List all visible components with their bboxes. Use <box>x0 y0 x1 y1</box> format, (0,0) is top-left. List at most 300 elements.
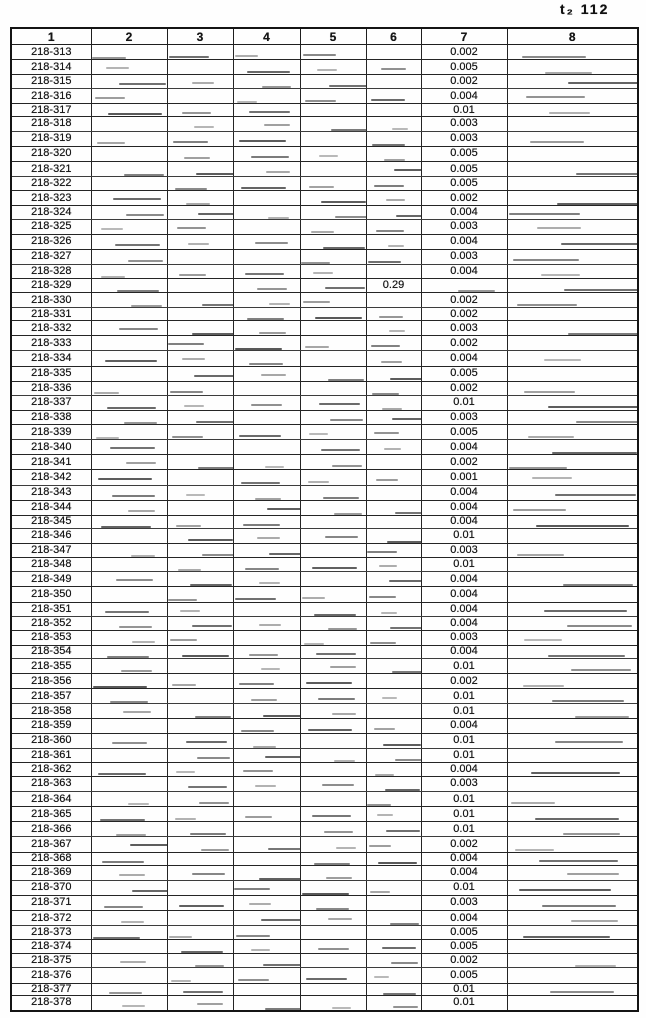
col7-cell: 0.004 <box>421 89 507 104</box>
col6-cell <box>366 880 421 895</box>
col2-cell <box>91 837 167 852</box>
scan-artifact-line <box>519 889 611 891</box>
scan-artifact-line <box>126 462 156 464</box>
scan-artifact-line <box>314 863 350 865</box>
col4-cell <box>233 440 300 455</box>
table-row <box>11 837 638 852</box>
scan-artifact-line <box>112 742 147 744</box>
scan-artifact-line <box>370 891 390 893</box>
scan-artifact-line <box>511 802 555 804</box>
col8-cell <box>507 366 638 381</box>
scan-artifact-line <box>328 628 357 630</box>
scan-artifact-line <box>322 784 354 786</box>
table-row <box>11 131 638 146</box>
scan-artifact-line <box>251 156 289 158</box>
col2-cell <box>91 895 167 910</box>
table-row <box>11 395 638 410</box>
col8-cell <box>507 762 638 776</box>
col5-cell <box>300 264 366 278</box>
scan-artifact-line <box>384 159 405 161</box>
scan-artifact-line <box>576 173 638 175</box>
col7-cell: 0.01 <box>421 689 507 704</box>
col8-cell <box>507 865 638 880</box>
col7-cell: 0.004 <box>421 645 507 658</box>
col4-cell <box>233 515 300 528</box>
scan-artifact-line <box>306 978 348 980</box>
col7-cell: 0.005 <box>421 146 507 161</box>
col6-cell <box>366 689 421 704</box>
table-row <box>11 336 638 351</box>
table-body <box>11 45 638 1012</box>
col7-cell: 0.004 <box>421 719 507 733</box>
col6-cell <box>366 602 421 616</box>
scan-artifact-line <box>524 391 575 393</box>
table-row <box>11 146 638 161</box>
table-row <box>11 177 638 191</box>
scan-artifact-line <box>268 848 300 850</box>
col5-cell <box>300 308 366 321</box>
table-row <box>11 308 638 321</box>
scan-artifact-line <box>312 815 350 817</box>
col2-cell <box>91 880 167 895</box>
scan-artifact-line <box>269 553 300 555</box>
scan-artifact-line <box>328 379 363 381</box>
scan-artifact-line <box>116 579 153 581</box>
col2-cell <box>91 89 167 104</box>
col2-cell <box>91 500 167 515</box>
col2-cell <box>91 954 167 968</box>
table-row <box>11 733 638 748</box>
col6-cell <box>366 191 421 206</box>
table-row <box>11 926 638 940</box>
table-row <box>11 658 638 673</box>
table-row <box>11 865 638 880</box>
col7-cell: 0.002 <box>421 674 507 689</box>
col5-cell <box>300 822 366 837</box>
scan-artifact-line <box>383 993 415 995</box>
table-row <box>11 880 638 895</box>
col8-cell <box>507 895 638 910</box>
col4-cell <box>233 983 300 995</box>
col5-cell <box>300 926 366 940</box>
scan-artifact-line <box>107 407 156 409</box>
col2-cell <box>91 776 167 791</box>
scan-artifact-line <box>182 112 211 114</box>
col6-cell <box>366 75 421 89</box>
scan-artifact-line <box>563 584 633 586</box>
col8-cell <box>507 234 638 249</box>
col3-cell <box>167 366 233 381</box>
scan-artifact-line <box>198 467 233 469</box>
row-id-cell: 218-323 <box>11 191 91 206</box>
col8-cell <box>507 910 638 925</box>
col4-cell <box>233 807 300 822</box>
col5-cell <box>300 440 366 455</box>
col5-cell <box>300 395 366 410</box>
scan-artifact-line <box>113 198 161 200</box>
scan-artifact-line <box>326 877 353 879</box>
col5-cell <box>300 485 366 500</box>
col4-cell <box>233 572 300 587</box>
scan-artifact-line <box>378 862 417 864</box>
col2-cell <box>91 558 167 572</box>
scan-artifact-line <box>249 654 278 656</box>
col3-cell <box>167 131 233 146</box>
scan-artifact-line <box>179 274 206 276</box>
col7-cell: 0.004 <box>421 264 507 278</box>
col4-cell <box>233 968 300 983</box>
col7-cell: 0.002 <box>421 45 507 60</box>
scan-artifact-line <box>316 653 356 655</box>
col3-cell <box>167 278 233 292</box>
table-row <box>11 470 638 485</box>
col6-cell <box>366 500 421 515</box>
scan-artifact-line <box>265 756 300 758</box>
row-id-cell: 218-359 <box>11 719 91 733</box>
col8-cell <box>507 616 638 630</box>
scan-artifact-line <box>188 243 209 245</box>
scan-artifact-line <box>368 261 401 263</box>
scan-artifact-line <box>192 873 226 875</box>
col3-cell <box>167 572 233 587</box>
scan-artifact-line <box>334 513 361 515</box>
scan-artifact-line <box>396 215 421 217</box>
col6-cell <box>366 104 421 116</box>
col4-cell <box>233 470 300 485</box>
col3-cell <box>167 983 233 995</box>
column-header-6: 6 <box>366 28 421 45</box>
col3-cell <box>167 410 233 424</box>
col8-cell <box>507 381 638 395</box>
scan-artifact-line <box>301 262 330 264</box>
scan-artifact-line <box>169 56 209 58</box>
col8-cell <box>507 645 638 658</box>
col3-cell <box>167 60 233 75</box>
scan-artifact-line <box>371 99 406 101</box>
table-row <box>11 954 638 968</box>
scan-artifact-line <box>321 449 360 451</box>
scan-artifact-line <box>196 173 233 175</box>
col5-cell <box>300 528 366 543</box>
col5-cell <box>300 954 366 968</box>
col5-cell <box>300 89 366 104</box>
col6-cell <box>366 572 421 587</box>
scan-artifact-line <box>305 346 329 348</box>
col3-cell <box>167 645 233 658</box>
col8-cell <box>507 410 638 424</box>
col2-cell <box>91 440 167 455</box>
scan-artifact-line <box>255 498 281 500</box>
scan-artifact-line <box>120 961 146 963</box>
scan-artifact-line <box>178 569 201 571</box>
table-row <box>11 616 638 630</box>
scan-artifact-line <box>318 698 355 700</box>
col5-cell <box>300 470 366 485</box>
table-row <box>11 500 638 515</box>
col5-cell <box>300 572 366 587</box>
col5-cell <box>300 220 366 234</box>
col4-cell <box>233 822 300 837</box>
row-id-cell: 218-337 <box>11 395 91 410</box>
col5-cell <box>300 104 366 116</box>
col2-cell <box>91 968 167 983</box>
col2-cell <box>91 748 167 762</box>
scan-artifact-line <box>173 141 208 143</box>
col2-cell <box>91 264 167 278</box>
table-row <box>11 748 638 762</box>
col5-cell <box>300 910 366 925</box>
row-id-cell: 218-321 <box>11 161 91 176</box>
col8-cell <box>507 719 638 733</box>
col4-cell <box>233 146 300 161</box>
col5-cell <box>300 689 366 704</box>
table-row <box>11 995 638 1011</box>
scan-artifact-line <box>330 419 363 421</box>
col2-cell <box>91 410 167 424</box>
col5-cell <box>300 249 366 264</box>
scan-artifact-line <box>522 56 587 58</box>
col7-cell: 0.01 <box>421 733 507 748</box>
scan-artifact-line <box>202 554 233 556</box>
scan-artifact-line <box>330 666 356 668</box>
col6-cell <box>366 895 421 910</box>
col4-cell <box>233 954 300 968</box>
row-id-cell: 218-367 <box>11 837 91 852</box>
col2-cell <box>91 381 167 395</box>
scan-artifact-line <box>245 273 284 275</box>
scan-artifact-line <box>395 512 421 514</box>
table-row <box>11 645 638 658</box>
scan-artifact-line <box>128 510 155 512</box>
scan-artifact-line <box>517 554 565 556</box>
table-row <box>11 792 638 807</box>
col5-cell <box>300 336 366 351</box>
scan-artifact-line <box>132 641 155 643</box>
col7-cell: 0.01 <box>421 748 507 762</box>
scan-artifact-line <box>257 288 287 290</box>
scan-artifact-line <box>93 686 147 688</box>
col5-cell <box>300 807 366 822</box>
col3-cell <box>167 104 233 116</box>
col8-cell <box>507 75 638 89</box>
col2-cell <box>91 689 167 704</box>
scan-artifact-line <box>314 614 356 616</box>
col8-cell <box>507 995 638 1011</box>
col5-cell <box>300 206 366 220</box>
row-id-cell: 218-343 <box>11 485 91 500</box>
data-table <box>10 27 639 1012</box>
scan-artifact-line <box>112 495 155 497</box>
scan-artifact-line <box>549 112 590 114</box>
scan-artifact-line <box>387 541 421 543</box>
col3-cell <box>167 249 233 264</box>
scan-artifact-line <box>131 555 155 557</box>
col8-cell <box>507 926 638 940</box>
row-id-cell: 218-330 <box>11 293 91 308</box>
col7-cell: 0.003 <box>421 776 507 791</box>
col5-cell <box>300 895 366 910</box>
scan-artifact-line <box>249 903 271 905</box>
row-id-cell: 218-313 <box>11 45 91 60</box>
col7-cell: 0.003 <box>421 131 507 146</box>
col2-cell <box>91 865 167 880</box>
col7-cell: 0.003 <box>421 410 507 424</box>
col3-cell <box>167 792 233 807</box>
scan-artifact-line <box>386 199 405 201</box>
scan-artifact-line <box>128 803 150 805</box>
col6-cell <box>366 837 421 852</box>
scan-artifact-line <box>94 392 120 394</box>
col7-cell: 0.01 <box>421 528 507 543</box>
col7-cell: 0.004 <box>421 602 507 616</box>
scan-artifact-line <box>509 213 580 215</box>
col3-cell <box>167 954 233 968</box>
scan-artifact-line <box>576 421 638 423</box>
scan-artifact-line <box>544 610 627 612</box>
scan-artifact-line <box>128 260 163 262</box>
scan-artifact-line <box>247 318 283 320</box>
scan-artifact-line <box>188 539 233 541</box>
col3-cell <box>167 616 233 630</box>
col6-cell <box>366 321 421 336</box>
scan-artifact-line <box>390 627 421 629</box>
col6-cell <box>366 440 421 455</box>
scan-artifact-line <box>369 596 397 598</box>
col8-cell <box>507 161 638 176</box>
scan-artifact-line <box>309 433 328 435</box>
scan-artifact-line <box>526 96 586 98</box>
scan-artifact-line <box>324 831 353 833</box>
col5-cell <box>300 381 366 395</box>
col8-cell <box>507 587 638 602</box>
scan-artifact-line <box>567 625 632 627</box>
col3-cell <box>167 910 233 925</box>
col5-cell <box>300 278 366 292</box>
scan-artifact-line <box>568 82 638 84</box>
col6-cell <box>366 719 421 733</box>
table-row <box>11 104 638 116</box>
col5-cell <box>300 131 366 146</box>
col8-cell <box>507 940 638 954</box>
col8-cell <box>507 630 638 645</box>
scan-artifact-line <box>266 171 290 173</box>
row-id-cell: 218-378 <box>11 995 91 1011</box>
row-id-cell: 218-355 <box>11 658 91 673</box>
col3-cell <box>167 220 233 234</box>
col4-cell <box>233 587 300 602</box>
scan-artifact-line <box>319 155 338 157</box>
col6-cell <box>366 926 421 940</box>
scan-artifact-line <box>104 906 143 908</box>
col7-cell: 0.004 <box>421 587 507 602</box>
scan-artifact-line <box>181 951 223 953</box>
column-header-7: 7 <box>421 28 507 45</box>
scan-artifact-line <box>575 716 629 718</box>
col3-cell <box>167 321 233 336</box>
col3-cell <box>167 161 233 176</box>
scan-artifact-line <box>381 68 406 70</box>
scan-artifact-line <box>259 878 300 880</box>
col8-cell <box>507 544 638 558</box>
col4-cell <box>233 395 300 410</box>
col3-cell <box>167 381 233 395</box>
scan-artifact-line <box>177 227 207 229</box>
col4-cell <box>233 191 300 206</box>
col7-cell: 0.005 <box>421 60 507 75</box>
row-id-cell: 218-363 <box>11 776 91 791</box>
col4-cell <box>233 926 300 940</box>
col3-cell <box>167 587 233 602</box>
col6-cell <box>366 234 421 249</box>
col2-cell <box>91 528 167 543</box>
row-id-cell: 218-331 <box>11 308 91 321</box>
col7-cell: 0.01 <box>421 822 507 837</box>
col8-cell <box>507 425 638 440</box>
col4-cell <box>233 249 300 264</box>
col8-cell <box>507 852 638 865</box>
scan-artifact-line <box>389 330 405 332</box>
col5-cell <box>300 293 366 308</box>
scan-artifact-line <box>243 770 273 772</box>
scan-artifact-line <box>168 343 204 345</box>
scan-artifact-line <box>190 584 233 586</box>
col8-cell <box>507 500 638 515</box>
scan-artifact-line <box>234 888 270 890</box>
scan-artifact-line <box>315 317 362 319</box>
col6-cell <box>366 351 421 366</box>
col8-cell <box>507 351 638 366</box>
col4-cell <box>233 455 300 470</box>
col2-cell <box>91 587 167 602</box>
col6-cell <box>366 776 421 791</box>
col5-cell <box>300 748 366 762</box>
col6-cell <box>366 995 421 1011</box>
scan-artifact-line <box>186 741 228 743</box>
scan-artifact-line <box>98 478 151 480</box>
scan-artifact-line <box>571 669 631 671</box>
scan-artifact-line <box>263 964 300 966</box>
col5-cell <box>300 837 366 852</box>
scan-artifact-line <box>182 655 229 657</box>
col8-cell <box>507 278 638 292</box>
col4-cell <box>233 658 300 673</box>
col2-cell <box>91 807 167 822</box>
col6-cell <box>366 865 421 880</box>
scan-artifact-line <box>235 55 257 57</box>
scan-artifact-line <box>332 465 362 467</box>
scan-artifact-line <box>374 432 399 434</box>
scan-artifact-line <box>383 744 421 746</box>
col2-cell <box>91 191 167 206</box>
scan-artifact-line <box>251 949 271 951</box>
row-id-cell: 218-318 <box>11 116 91 131</box>
table-row <box>11 852 638 865</box>
col2-cell <box>91 995 167 1011</box>
col4-cell <box>233 131 300 146</box>
scan-artifact-line <box>309 186 334 188</box>
col4-cell <box>233 336 300 351</box>
col4-cell <box>233 104 300 116</box>
scan-artifact-line <box>372 393 399 395</box>
scan-artifact-line <box>180 610 200 612</box>
row-id-cell: 218-368 <box>11 852 91 865</box>
scan-artifact-line <box>184 405 204 407</box>
row-id-cell: 218-334 <box>11 351 91 366</box>
row-id-cell: 218-316 <box>11 89 91 104</box>
scan-artifact-line <box>308 729 352 731</box>
col5-cell <box>300 116 366 131</box>
row-id-cell: 218-329 <box>11 278 91 292</box>
